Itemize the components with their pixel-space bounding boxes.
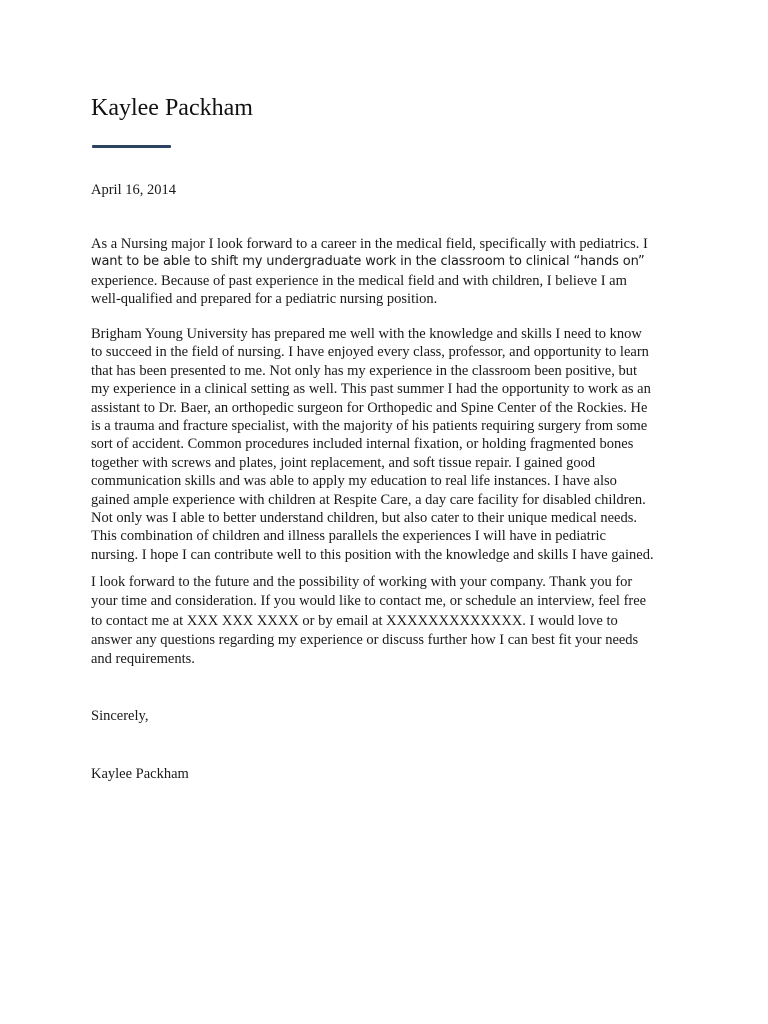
paragraph-line: experience. Because of past experience in the medical field and with children, I believe I am bbox=[91, 272, 627, 289]
letterhead-name: Kaylee Packham bbox=[91, 95, 253, 121]
paragraph-line: well-qualified and prepared for a pediatric nursing position. bbox=[91, 291, 438, 308]
paragraph-line: is a trauma and fracture specialist, with the majority of his patients requiring surgery from some bbox=[91, 417, 648, 434]
paragraph-line: want to be able to shift my undergraduate work in the classroom to clinical “hands on” bbox=[91, 254, 645, 270]
paragraph-line: your time and consideration. If you would like to contact me, or schedule an interview, feel free bbox=[91, 593, 647, 610]
paragraph-line: nursing. I hope I can contribute well to this position with the knowledge and skills I have gained. bbox=[91, 546, 654, 563]
paragraph-line: Brigham Young University has prepared me well with the knowledge and skills I need to know bbox=[91, 326, 642, 342]
paragraph-line: As a Nursing major I look forward to a career in the medical field, specifically with pediatrics. I bbox=[91, 236, 648, 252]
letter-signature: Kaylee Packham bbox=[91, 766, 189, 782]
paragraph-line: together with screws and plates, joint replacement, and soft tissue repair. I gained good bbox=[91, 454, 596, 471]
paragraph-line: and requirements. bbox=[91, 651, 195, 668]
paragraph-line: that has been presented to me. Not only has my experience in the classroom been positive, but bbox=[91, 362, 638, 379]
paragraph-line: assistant to Dr. Baer, an orthopedic surgeon for Orthopedic and Spine Center of the Rockies. He bbox=[91, 399, 648, 416]
paragraph-line: communication skills and was able to apply my education to real life instances. I have also bbox=[91, 473, 617, 490]
paragraph-line: to succeed in the field of nursing. I have enjoyed every class, professor, and opportunity to learn bbox=[91, 344, 649, 361]
letter-closing: Sincerely, bbox=[91, 708, 149, 724]
letter-date: April 16, 2014 bbox=[91, 182, 176, 198]
paragraph-line: gained ample experience with children at Respite Care, a day care facility for disabled children. bbox=[91, 491, 646, 508]
paragraph-line: sort of accident. Common procedures included internal fixation, or holding fragmented bones bbox=[91, 436, 634, 453]
paragraph-line: I look forward to the future and the possibility of working with your company. Thank you for bbox=[91, 574, 633, 590]
paragraph-line: This combination of children and illness parallels the experiences I will have in pediatric bbox=[91, 528, 606, 545]
paragraph-line: my experience in a clinical setting as well. This past summer I had the opportunity to work as an bbox=[91, 381, 651, 398]
paragraph-line: answer any questions regarding my experience or discuss further how I can best fit your needs bbox=[91, 631, 639, 648]
paragraph-line: Not only was I able to better understand children, but also cater to their unique medical needs. bbox=[91, 509, 637, 526]
letterhead-divider bbox=[92, 145, 171, 148]
body-paragraph-experience bbox=[91, 325, 691, 564]
body-paragraph-closing bbox=[91, 573, 691, 669]
body-paragraph-intro bbox=[91, 235, 691, 309]
paragraph-line: to contact me at XXX XXX XXXX or by email at XXXXXXXXXXXXX. I would love to bbox=[91, 612, 618, 629]
